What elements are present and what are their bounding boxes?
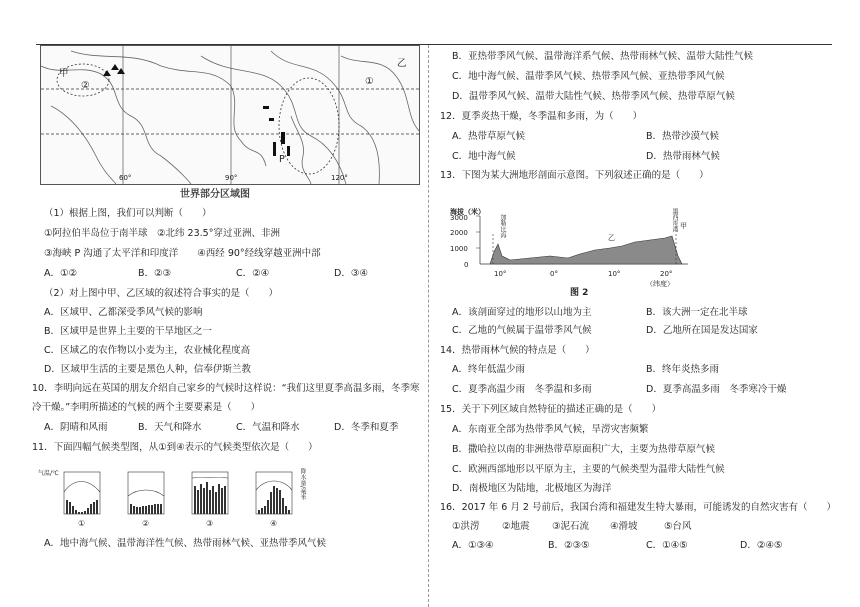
map-label-lon90: 90° bbox=[225, 174, 238, 182]
profile-xtick-2: 0° bbox=[550, 270, 558, 278]
q10-choice-b[interactable]: B．天气和降水 bbox=[138, 422, 202, 433]
profile-label-jia: 甲 bbox=[680, 222, 687, 230]
world-region-map bbox=[40, 45, 420, 185]
q16-choice-c[interactable]: C．①④⑤ bbox=[646, 540, 688, 551]
chart-temp-axis-label: 气温/℃ bbox=[38, 470, 59, 477]
chart-precip-axis-label: 降水量/毫米 bbox=[299, 468, 306, 501]
q15-choice-b[interactable]: B．撒哈拉以南的非洲热带草原面积广大，主要为热带草原气候 bbox=[452, 444, 716, 455]
map-label-circle-1: ① bbox=[365, 76, 374, 87]
q14-choice-d[interactable]: D．夏季高温多雨 冬季寒冷干燥 bbox=[646, 384, 787, 395]
q9-1-choice-b[interactable]: B．②③ bbox=[138, 268, 172, 279]
q12-choice-c[interactable]: C．地中海气候 bbox=[452, 151, 516, 162]
q15-choice-d[interactable]: D．南极地区为陆地，北极地区为海洋 bbox=[452, 483, 612, 494]
chart-label-1: ① bbox=[78, 519, 86, 528]
map-label-circle-2: ② bbox=[81, 80, 90, 91]
profile-xtick-4: 20° bbox=[660, 270, 673, 278]
profile-label-gulf: 墨西哥湾 bbox=[671, 208, 678, 232]
q13-choice-a[interactable]: A．该剖面穿过的地形以山地为主 bbox=[452, 307, 592, 318]
q14-choice-c[interactable]: C．夏季高温少雨 冬季温和多雨 bbox=[452, 384, 592, 395]
q10-stem-line1: 10．李明向远在英国的朋友介绍自己家乡的气候时这样说：“我们这里夏季高温多雨，冬季寒 bbox=[32, 383, 420, 394]
q15-stem: 15．关于下列区域自然特征的描述正确的是（ ） bbox=[440, 404, 662, 415]
q16-item-5: ⑤台风 bbox=[664, 521, 692, 532]
q10-stem-line2: 冷干燥。”李明所描述的气候的两个主要要素是（ ） bbox=[32, 402, 261, 413]
q9-2-choice-a[interactable]: A．区域甲、乙都深受季风气候的影响 bbox=[44, 307, 203, 318]
profile-caption: 图 2 bbox=[570, 288, 589, 298]
q13-choice-d[interactable]: D．乙地所在国是发达国家 bbox=[646, 325, 758, 336]
q16-item-2: ②地震 bbox=[502, 521, 530, 532]
profile-ylabel: 海拔（米） bbox=[450, 208, 485, 216]
profile-ytick-0: 0 bbox=[464, 261, 469, 269]
profile-ytick-1000: 1000 bbox=[450, 245, 468, 253]
q12-stem: 12．夏季炎热干燥，冬季温和多雨，为（ ） bbox=[440, 111, 643, 122]
q12-choice-a[interactable]: A．热带草原气候 bbox=[452, 131, 525, 142]
q11-choice-a[interactable]: A．地中海气候、温带海洋性气候、热带雨林气候、亚热带季风气候 bbox=[44, 538, 326, 549]
q10-choice-c[interactable]: C．气温和降水 bbox=[236, 422, 300, 433]
q16-choice-a[interactable]: A．①③④ bbox=[452, 540, 494, 551]
q12-choice-b[interactable]: B．热带沙漠气候 bbox=[646, 131, 720, 142]
q9-2-choice-d[interactable]: D．区域甲生活的主要是黑色人种，信奉伊斯兰教 bbox=[44, 364, 251, 375]
q16-choice-b[interactable]: B．②③⑤ bbox=[548, 540, 590, 551]
q9-2-choice-c[interactable]: C．区域乙的农作物以小麦为主，农业械化程度高 bbox=[44, 345, 251, 356]
q14-stem: 14．热带雨林气候的特点是（ ） bbox=[440, 345, 595, 356]
map-label-jia: 甲 bbox=[59, 68, 69, 79]
q12-choice-d[interactable]: D．热带雨林气候 bbox=[646, 151, 720, 162]
q9-1-statements-1: ①阿拉伯半岛位于南半球 ②北纬 23.5°穿过亚洲、非洲 bbox=[44, 228, 280, 239]
q16-stem: 16．2017 年 6 月 2 号前后，我国台湾和福建发生特大暴雨，可能诱发的自然灾害有（ ） bbox=[440, 502, 836, 513]
chart-label-4: ④ bbox=[270, 519, 278, 528]
q14-choice-b[interactable]: B．终年炎热多雨 bbox=[646, 364, 720, 375]
q9-2-stem: （2）对上图中甲、乙区域的叙述符合事实的是（ ） bbox=[44, 288, 279, 299]
climate-charts bbox=[38, 466, 306, 532]
q11-choice-c[interactable]: C．地中海气候、温带季风气候、热带季风气候、亚热带季风气候 bbox=[452, 71, 725, 82]
profile-label-caribbean: 加勒比海 bbox=[499, 214, 506, 238]
profile-xtick-3: 10° bbox=[608, 270, 621, 278]
q16-choice-d[interactable]: D．②④⑤ bbox=[740, 540, 783, 551]
map-drawing bbox=[41, 46, 419, 184]
chart-label-2: ② bbox=[142, 519, 150, 528]
q10-choice-a[interactable]: A．阴晴和风雨 bbox=[44, 422, 108, 433]
q16-item-1: ①洪涝 bbox=[452, 521, 480, 532]
q9-2-choice-b[interactable]: B．区域甲是世界上主要的干旱地区之一 bbox=[44, 326, 213, 337]
map-label-p: P bbox=[279, 154, 285, 165]
profile-label-yi: 乙 bbox=[608, 234, 615, 242]
q10-choice-d[interactable]: D．冬季和夏季 bbox=[334, 422, 399, 433]
chart-label-3: ③ bbox=[206, 519, 214, 528]
q16-item-3: ③泥石流 bbox=[552, 521, 590, 532]
q11-choice-d[interactable]: D．温带季风气候、温带大陆性气候、热带季风气候、热带草原气候 bbox=[452, 91, 735, 102]
q9-1-choice-d[interactable]: D．③④ bbox=[334, 268, 368, 279]
q9-1-choice-a[interactable]: A．①② bbox=[44, 268, 78, 279]
q9-1-choice-c[interactable]: C．②④ bbox=[236, 268, 270, 279]
profile-xtick-1: 10° bbox=[494, 270, 507, 278]
q9-1-stem: （1）根据上图，我们可以判断（ ） bbox=[44, 208, 212, 219]
q11-choice-b[interactable]: B．亚热带季风气候、温带海洋系气候、热带雨林气候、温带大陆性气候 bbox=[452, 51, 754, 62]
map-label-lon60: 60° bbox=[119, 174, 132, 182]
q13-choice-b[interactable]: B．该大洲一定在北半球 bbox=[646, 307, 748, 318]
q11-stem: 11．下面四幅气候类型图，从①到④表示的气候类型依次是（ ） bbox=[32, 442, 318, 453]
q16-item-4: ④滑坡 bbox=[610, 521, 638, 532]
q14-choice-a[interactable]: A．终年低温少雨 bbox=[452, 364, 525, 375]
profile-xunit: （纬度） bbox=[646, 280, 674, 288]
map-label-yi: 乙 bbox=[397, 58, 407, 69]
profile-ytick-2000: 2000 bbox=[450, 229, 468, 237]
column-divider bbox=[428, 45, 429, 607]
map-caption: 世界部分区域图 bbox=[180, 189, 250, 200]
q15-choice-a[interactable]: A．东南亚全部为热带季风气候，旱涝灾害频繁 bbox=[452, 424, 649, 435]
profile-ytick-3000: 3000 bbox=[450, 214, 468, 222]
q15-choice-c[interactable]: C．欧洲西部地形以平原为主，主要的气候类型为温带大陆性气候 bbox=[452, 464, 725, 475]
q13-choice-c[interactable]: C．乙地的气候属于温带季风气候 bbox=[452, 325, 592, 336]
q13-stem: 13．下图为某大洲地形剖面示意图。下列叙述正确的是（ ） bbox=[440, 170, 709, 181]
q9-1-statements-2: ③海峡 P 沟通了太平洋和印度洋 ④西经 90°经线穿越亚洲中部 bbox=[44, 248, 321, 259]
map-label-lon120: 120° bbox=[331, 174, 348, 182]
